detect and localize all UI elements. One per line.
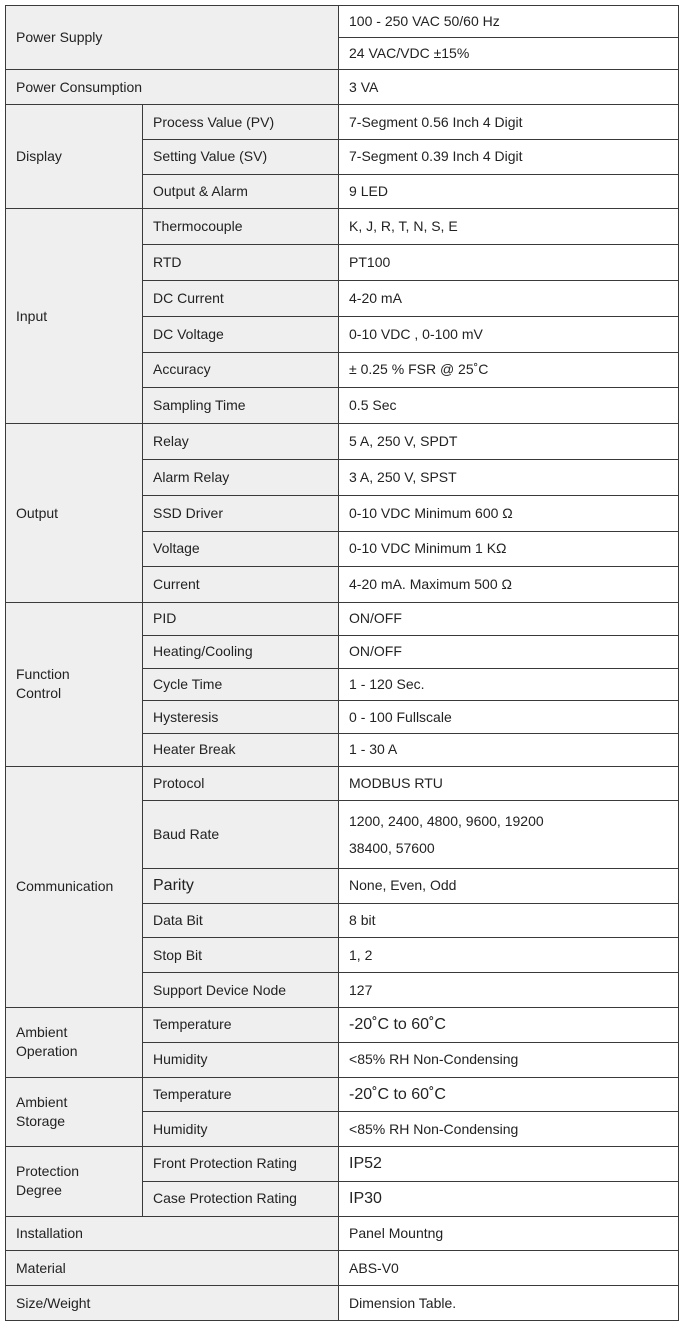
power-consumption-value: 3 VA	[339, 70, 679, 105]
param-value: 127	[339, 973, 679, 1008]
param-label: Data Bit	[143, 903, 339, 938]
param-value: MODBUS RTU	[339, 766, 679, 801]
table-row	[6, 1286, 679, 1321]
param-label: RTD	[143, 245, 339, 281]
installation-value: Panel Mountng	[339, 1216, 679, 1251]
param-label: Baud Rate	[143, 801, 339, 868]
param-label: Parity	[143, 868, 339, 903]
param-label: Alarm Relay	[143, 459, 339, 495]
param-value: 0-10 VDC Minimum 1 KΩ	[339, 531, 679, 567]
param-label: Process Value (PV)	[143, 105, 339, 140]
param-value: ON/OFF	[339, 603, 679, 636]
output-group-label: Output	[6, 424, 143, 603]
table-row	[6, 1007, 679, 1042]
param-label: Front Protection Rating	[143, 1147, 339, 1182]
param-label: Temperature	[143, 1077, 339, 1112]
param-label: Voltage	[143, 531, 339, 567]
power-supply-value: 24 VAC/VDC ±15%	[339, 37, 679, 70]
param-value: 0-10 VDC , 0-100 mV	[339, 316, 679, 352]
table-row	[6, 209, 679, 245]
param-label: Humidity	[143, 1042, 339, 1077]
specification-table	[5, 5, 679, 1321]
param-label: Relay	[143, 424, 339, 460]
param-label: Temperature	[143, 1007, 339, 1042]
param-label: Support Device Node	[143, 973, 339, 1008]
param-label: Accuracy	[143, 352, 339, 388]
table-row	[6, 1216, 679, 1251]
table-row	[6, 70, 679, 105]
installation-label: Installation	[6, 1216, 339, 1251]
param-label: Cycle Time	[143, 668, 339, 701]
param-label: Hysteresis	[143, 701, 339, 734]
param-value: 1, 2	[339, 938, 679, 973]
ambient-operation-group-label: Ambient Operation	[6, 1007, 143, 1077]
function-control-group-label: Function Control	[6, 603, 143, 767]
param-value: 4-20 mA. Maximum 500 Ω	[339, 567, 679, 603]
param-label: Thermocouple	[143, 209, 339, 245]
param-label: SSD Driver	[143, 495, 339, 531]
input-group-label: Input	[6, 209, 143, 424]
param-value: 1 - 30 A	[339, 733, 679, 766]
param-value: ± 0.25 % FSR @ 25˚C	[339, 352, 679, 388]
param-label: Sampling Time	[143, 388, 339, 424]
power-supply-label: Power Supply	[6, 6, 339, 70]
param-value: 5 A, 250 V, SPDT	[339, 424, 679, 460]
param-value: -20˚C to 60˚C	[339, 1007, 679, 1042]
material-label: Material	[6, 1251, 339, 1286]
material-value: ABS-V0	[339, 1251, 679, 1286]
param-value: <85% RH Non-Condensing	[339, 1112, 679, 1147]
param-value: 7-Segment 0.56 Inch 4 Digit	[339, 105, 679, 140]
param-value: 1200, 2400, 4800, 9600, 19200 38400, 57600	[339, 801, 679, 868]
power-supply-value: 100 - 250 VAC 50/60 Hz	[339, 6, 679, 38]
table-row	[6, 1077, 679, 1112]
table-row	[6, 1147, 679, 1182]
table-row	[6, 1251, 679, 1286]
table-row	[6, 603, 679, 636]
param-label: Stop Bit	[143, 938, 339, 973]
param-value: IP52	[339, 1147, 679, 1182]
param-value: ON/OFF	[339, 635, 679, 668]
param-label: Protocol	[143, 766, 339, 801]
power-consumption-label: Power Consumption	[6, 70, 339, 105]
ambient-storage-group-label: Ambient Storage	[6, 1077, 143, 1147]
param-value: 1 - 120 Sec.	[339, 668, 679, 701]
table-row	[6, 105, 679, 140]
display-group-label: Display	[6, 105, 143, 209]
param-value: 7-Segment 0.39 Inch 4 Digit	[339, 139, 679, 174]
param-label: Heater Break	[143, 733, 339, 766]
param-value: 3 A, 250 V, SPST	[339, 459, 679, 495]
table-row	[6, 766, 679, 801]
size-weight-label: Size/Weight	[6, 1286, 339, 1321]
param-value: 9 LED	[339, 174, 679, 209]
param-value: 4-20 mA	[339, 281, 679, 317]
communication-group-label: Communication	[6, 766, 143, 1007]
size-weight-value: Dimension Table.	[339, 1286, 679, 1321]
param-value: PT100	[339, 245, 679, 281]
param-label: Case Protection Rating	[143, 1181, 339, 1216]
param-label: Heating/Cooling	[143, 635, 339, 668]
param-value: 8 bit	[339, 903, 679, 938]
param-label: PID	[143, 603, 339, 636]
param-value: -20˚C to 60˚C	[339, 1077, 679, 1112]
protection-degree-group-label: Protection Degree	[6, 1147, 143, 1217]
param-value: 0 - 100 Fullscale	[339, 701, 679, 734]
param-value: IP30	[339, 1181, 679, 1216]
param-label: Humidity	[143, 1112, 339, 1147]
table-row	[6, 424, 679, 460]
param-label: Output & Alarm	[143, 174, 339, 209]
param-value: None, Even, Odd	[339, 868, 679, 903]
table-row	[6, 6, 679, 38]
param-label: DC Voltage	[143, 316, 339, 352]
param-value: K, J, R, T, N, S, E	[339, 209, 679, 245]
param-label: Setting Value (SV)	[143, 139, 339, 174]
param-value: 0.5 Sec	[339, 388, 679, 424]
param-label: DC Current	[143, 281, 339, 317]
param-label: Current	[143, 567, 339, 603]
param-value: <85% RH Non-Condensing	[339, 1042, 679, 1077]
param-value: 0-10 VDC Minimum 600 Ω	[339, 495, 679, 531]
